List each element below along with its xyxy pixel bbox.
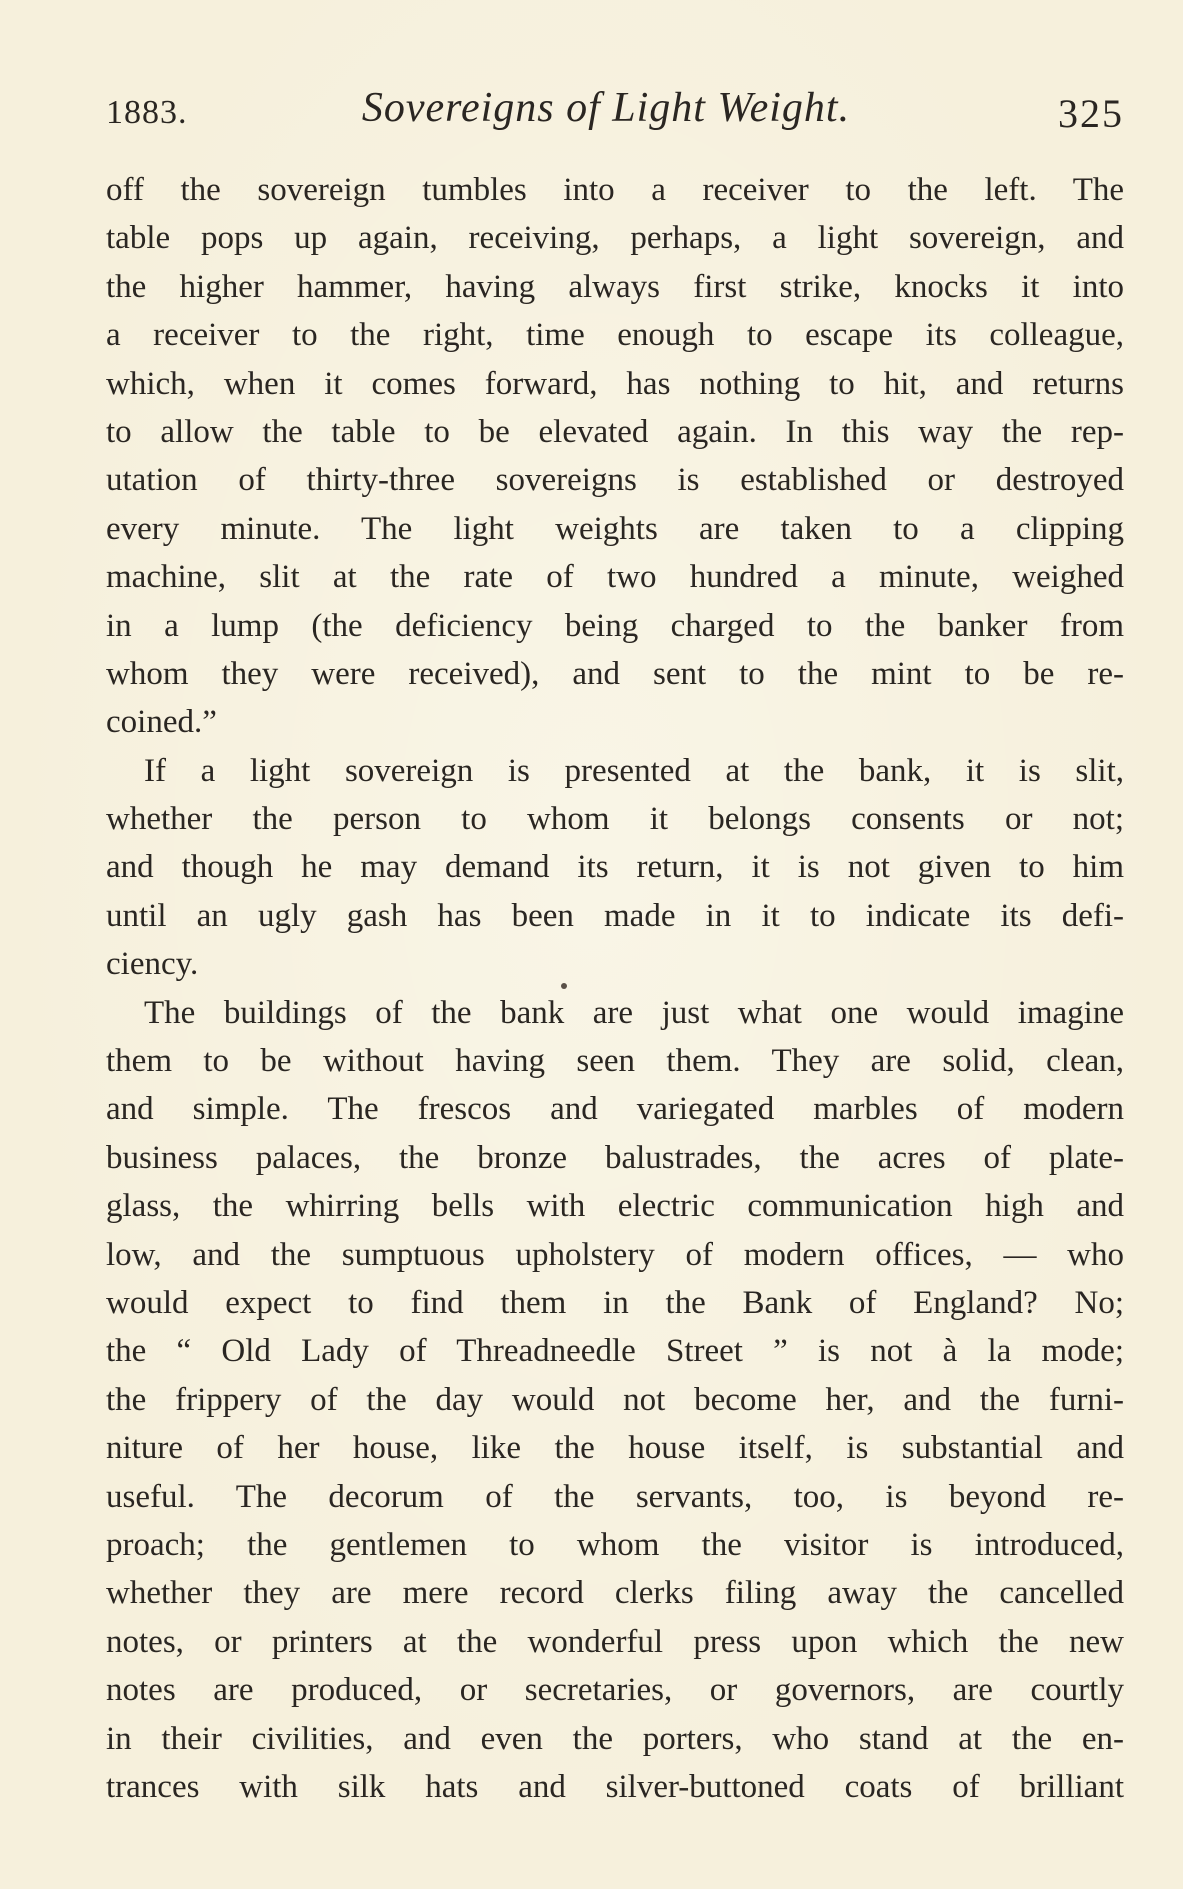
text-line: which, when it comes forward, has nothing to hit, and returns [106,365,1124,402]
text-line: notes are produced, or secretaries, or governors, are courtly [106,1672,1124,1709]
text-line: notes, or printers at the wonderful press upon which the new [106,1623,1124,1660]
text-line: to allow the table to be elevated again. In this way the rep- [106,413,1124,450]
text-line: in their civilities, and even the porters, who stand at the en- [106,1720,1124,1757]
text-line: useful. The decorum of the servants, too, is beyond re- [106,1478,1124,1515]
text-line: coined.” [106,704,217,741]
text-line: until an ugly gash has been made in it to indicate its defi- [106,897,1124,934]
text-line: them to be without having seen them. They are solid, clean, [106,1043,1124,1080]
text-line: every minute. The light weights are taken to a clipping [106,510,1124,547]
text-line: The buildings of the bank are just what one would imagine [144,994,1124,1031]
text-line: niture of her house, like the house itself, is substantial and [106,1430,1124,1467]
text-line: If a light sovereign is presented at the bank, it is slit, [144,752,1124,789]
page-number: 325 [1058,91,1124,136]
text-line: business palaces, the bronze balustrades, the acres of plate- [106,1139,1124,1176]
text-line: machine, slit at the rate of two hundred a minute, weighed [106,559,1124,596]
header-title: Sovereigns of Light Weight. [361,85,851,131]
text-line: whom they were received), and sent to the mint to be re- [106,655,1124,692]
text-line: whether the person to whom it belongs consents or not; [106,801,1124,838]
text-line: in a lump (the deficiency being charged to the banker from [106,607,1124,644]
text-line: whether they are mere record clerks filing away the cancelled [106,1575,1124,1612]
text-line: glass, the whirring bells with electric communication high and [106,1188,1124,1225]
text-line: the “ Old Lady of Threadneedle Street ” is not à la mode; [106,1333,1124,1370]
text-line: utation of thirty-three sovereigns is established or destroyed [106,462,1124,499]
text-line: would expect to find them in the Bank of England? No; [106,1284,1124,1321]
text-line: the higher hammer, having always first strike, knocks it into [106,268,1124,305]
text-line: trances with silk hats and silver-buttoned coats of brilliant [106,1768,1124,1805]
text-line: the frippery of the day would not become her, and the furni- [106,1381,1124,1418]
text-line: proach; the gentlemen to whom the visitor is introduced, [106,1526,1124,1563]
running-header [106,84,1124,144]
header-year: 1883. [106,94,188,131]
text-line: and though he may demand its return, it is not given to him [106,849,1124,886]
body-text [106,166,1124,1811]
text-line: a receiver to the right, time enough to escape its colleague, [106,317,1124,354]
text-line: off the sovereign tumbles into a receiver to the left. The [106,172,1124,208]
ink-speck [561,983,567,989]
text-line: low, and the sumptuous upholstery of modern offices, — who [106,1236,1124,1273]
text-line: table pops up again, receiving, perhaps, a light sovereign, and [106,220,1124,257]
text-line: and simple. The frescos and variegated marbles of modern [106,1091,1124,1128]
text-line: ciency. [106,946,199,983]
